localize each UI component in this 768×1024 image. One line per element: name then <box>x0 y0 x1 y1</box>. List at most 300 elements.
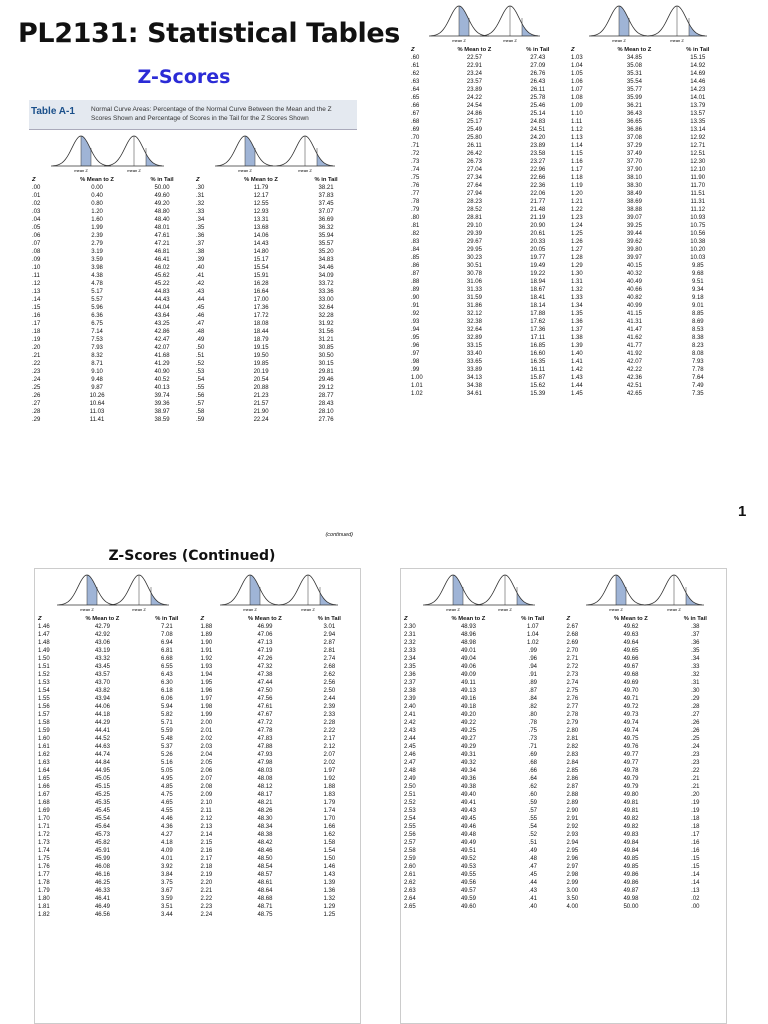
tail-cell: .55 <box>528 816 537 822</box>
mean-to-z-cell: 49.71 <box>623 696 639 702</box>
mean-to-z-cell: 13.68 <box>253 225 269 231</box>
tail-cell: 25.46 <box>530 103 546 109</box>
tail-cell: 9.51 <box>691 279 704 285</box>
tail-cell: 18.14 <box>530 303 546 309</box>
z-value-cell: .41 <box>195 273 205 279</box>
tail-cell: 2.28 <box>323 720 336 726</box>
mean-to-z-cell: 45.25 <box>94 792 110 798</box>
mean-to-z-cell: 36.21 <box>626 103 642 109</box>
tail-cell: 11.51 <box>690 191 706 197</box>
mean-to-z-cell: 49.81 <box>623 808 639 814</box>
z-value-cell: .21 <box>32 353 41 359</box>
z-value-cell: .23 <box>32 369 41 375</box>
mean-to-z-cell: 1.99 <box>91 225 103 231</box>
curve-label: mean Z <box>503 38 517 43</box>
tail-cell: 31.21 <box>318 337 334 343</box>
z-table-panel-1 <box>29 100 357 540</box>
mean-to-z-cell: 45.15 <box>94 784 110 790</box>
mean-to-z-cell: 43.70 <box>94 680 110 686</box>
tail-cell: 2.12 <box>323 744 336 750</box>
z-value-cell: 2.77 <box>566 704 579 710</box>
z-value-cell: 1.57 <box>38 712 50 718</box>
tail-cell: .23 <box>691 760 700 766</box>
mean-to-z-cell: 43.82 <box>94 688 110 694</box>
z-value-cell: .54 <box>195 377 205 383</box>
tail-cell: 47.21 <box>154 241 170 247</box>
z-value-cell: 2.68 <box>566 632 579 638</box>
curve-label: mean Z <box>74 168 88 173</box>
tail-cell: 1.25 <box>323 912 336 918</box>
mean-to-z-cell: 45.05 <box>94 776 110 782</box>
tail-cell: .38 <box>691 624 700 630</box>
mean-to-z-cell: 26.73 <box>466 159 482 165</box>
tail-cell: .69 <box>528 752 537 758</box>
tail-cell: 35.94 <box>318 233 334 239</box>
mean-to-z-cell: 41.92 <box>626 351 642 357</box>
tail-cell: 36.32 <box>318 225 334 231</box>
mean-to-z-cell: 19.15 <box>253 345 269 351</box>
z-value-cell: 2.76 <box>566 696 579 702</box>
mean-to-z-cell: 49.46 <box>460 824 476 830</box>
mean-to-z-cell: 47.13 <box>257 640 273 646</box>
mean-to-z-cell: 36.86 <box>626 127 642 133</box>
z-value-cell: 1.73 <box>38 840 50 846</box>
z-value-cell: 2.85 <box>566 768 579 774</box>
z-value-cell: 1.40 <box>570 351 583 357</box>
mean-to-z-cell: 19.85 <box>253 361 269 367</box>
z-value-cell: .15 <box>32 305 41 311</box>
z-value-cell: 2.58 <box>404 848 416 854</box>
mean-to-z-cell: 31.59 <box>466 295 482 301</box>
tail-cell: .41 <box>528 896 537 902</box>
normal-curve-mean-to-z-icon <box>586 569 646 613</box>
tail-cell: 19.77 <box>530 255 546 261</box>
tail-cell: 16.35 <box>530 359 546 365</box>
z-value-cell: 1.68 <box>38 800 50 806</box>
tail-cell: 1.29 <box>323 904 336 910</box>
curve-label: mean Z <box>498 607 512 612</box>
normal-curve-mean-to-z-icon <box>589 0 649 44</box>
mean-to-z-cell: 42.92 <box>94 632 110 638</box>
z-value-cell: 4.00 <box>566 904 579 910</box>
z-value-cell: 1.64 <box>38 768 50 774</box>
mean-to-z-cell: 49.87 <box>623 888 639 894</box>
z-value-cell: 1.50 <box>38 656 50 662</box>
tail-cell: .26 <box>691 728 700 734</box>
z-value-cell: 1.42 <box>570 367 583 373</box>
tail-cell: 10.56 <box>690 231 706 237</box>
tail-cell: .16 <box>691 840 700 846</box>
tail-cell: 1.58 <box>323 840 336 846</box>
tail-cell: 5.82 <box>160 712 173 718</box>
tail-cell: .15 <box>691 864 700 870</box>
tail-cell: 37.83 <box>318 193 334 199</box>
mean-to-z-cell: 40.82 <box>626 295 642 301</box>
z-value-cell: 1.58 <box>38 720 50 726</box>
tail-cell: 7.64 <box>691 375 704 381</box>
mean-to-z-cell: 49.77 <box>623 752 639 758</box>
tail-cell: 12.92 <box>690 135 706 141</box>
z-value-cell: 2.42 <box>404 720 416 726</box>
mean-to-z-cell: 49.74 <box>623 728 639 734</box>
z-value-cell: 1.20 <box>570 191 583 197</box>
tail-cell: 4.55 <box>160 808 173 814</box>
mean-to-z-cell: 41.15 <box>626 311 642 317</box>
z-value-cell: 1.04 <box>570 63 583 69</box>
z-value-cell: .74 <box>411 167 420 173</box>
mean-to-z-cell: 41.62 <box>626 335 642 341</box>
tail-cell: 1.92 <box>323 776 336 782</box>
mean-to-z-cell: 26.11 <box>467 143 482 149</box>
mean-to-z-cell: 49.40 <box>460 792 476 798</box>
tail-cell: 35.20 <box>318 249 334 255</box>
tail-cell: 39.74 <box>154 393 170 399</box>
mean-to-z-cell: 17.00 <box>253 297 269 303</box>
z-value-cell: .40 <box>195 265 205 271</box>
z-value-cell: 2.00 <box>200 720 213 726</box>
tail-cell: 24.20 <box>530 135 546 141</box>
tail-cell: 14.23 <box>690 87 706 93</box>
column-header: Z <box>411 47 415 53</box>
mean-to-z-cell: 49.63 <box>623 632 639 638</box>
mean-to-z-cell: 43.19 <box>94 648 110 654</box>
mean-to-z-cell: 43.57 <box>94 672 110 678</box>
mean-to-z-cell: 6.75 <box>91 321 103 327</box>
tail-cell: 9.85 <box>691 263 704 269</box>
mean-to-z-cell: 49.49 <box>460 840 476 846</box>
z-value-cell: .95 <box>411 335 420 341</box>
z-value-cell: .39 <box>195 257 205 263</box>
z-value-cell: 2.30 <box>404 624 416 630</box>
z-value-cell: 2.67 <box>566 624 579 630</box>
tail-cell: 32.64 <box>318 305 334 311</box>
normal-curve-mean-to-z-icon <box>423 569 483 613</box>
tail-cell: .51 <box>528 840 537 846</box>
tail-cell: 21.48 <box>530 207 546 213</box>
tail-cell: .48 <box>528 856 537 862</box>
z-value-cell: .27 <box>32 401 41 407</box>
mean-to-z-cell: 45.82 <box>94 840 110 846</box>
tail-cell: .68 <box>528 760 537 766</box>
z-value-cell: 1.09 <box>570 103 583 109</box>
z-value-cell: .10 <box>32 265 41 271</box>
z-value-cell: 2.54 <box>404 816 416 822</box>
mean-to-z-cell: 24.86 <box>466 111 482 117</box>
z-value-cell: .01 <box>32 193 41 199</box>
z-value-cell: 2.35 <box>404 664 416 670</box>
tail-cell: 5.48 <box>160 736 173 742</box>
tail-cell: 4.01 <box>160 856 173 862</box>
tail-cell: .52 <box>528 832 537 838</box>
tail-cell: 10.93 <box>690 215 706 221</box>
z-value-cell: .89 <box>411 287 420 293</box>
z-value-cell: .62 <box>411 71 420 77</box>
z-value-cell: .92 <box>411 311 420 317</box>
z-value-cell: .58 <box>195 409 205 415</box>
tail-cell: 5.59 <box>160 728 173 734</box>
tail-cell: 50.00 <box>154 185 170 191</box>
z-value-cell: .70 <box>411 135 420 141</box>
tail-cell: 2.07 <box>323 752 336 758</box>
column-header: % Mean to Z <box>85 616 120 622</box>
tail-cell: 43.64 <box>154 313 170 319</box>
mean-to-z-cell: 38.69 <box>626 199 642 205</box>
mean-to-z-cell: 49.69 <box>623 680 639 686</box>
curve-label: mean Z <box>298 168 312 173</box>
tail-cell: 1.66 <box>323 824 336 830</box>
z-value-cell: .29 <box>32 417 41 423</box>
mean-to-z-cell: 24.54 <box>466 103 482 109</box>
tail-cell: 3.75 <box>160 880 173 886</box>
tail-cell: 18.67 <box>530 287 546 293</box>
tail-cell: 46.02 <box>154 265 170 271</box>
tail-cell: .57 <box>528 808 537 814</box>
tail-cell: 28.77 <box>318 393 334 399</box>
mean-to-z-cell: 11.41 <box>89 417 105 423</box>
z-value-cell: 1.44 <box>570 383 583 389</box>
mean-to-z-cell: 47.26 <box>257 656 273 662</box>
mean-to-z-cell: 49.36 <box>460 776 476 782</box>
tail-cell: 37.45 <box>318 201 334 207</box>
mean-to-z-cell: 48.96 <box>460 632 476 638</box>
mean-to-z-cell: 33.15 <box>466 343 482 349</box>
tail-cell: .78 <box>528 720 537 726</box>
z-value-cell: .22 <box>32 361 41 367</box>
mean-to-z-cell: 48.64 <box>257 888 273 894</box>
z-value-cell: 2.52 <box>404 800 416 806</box>
z-value-cell: 1.92 <box>200 656 213 662</box>
z-value-cell: 2.22 <box>200 896 213 902</box>
z-value-cell: 2.11 <box>200 808 212 814</box>
tail-cell: 34.46 <box>318 265 334 271</box>
mean-to-z-cell: 28.81 <box>466 215 482 221</box>
mean-to-z-cell: 39.07 <box>626 215 642 221</box>
tail-cell: 45.62 <box>154 273 170 279</box>
z-value-cell: .94 <box>411 327 420 333</box>
mean-to-z-cell: 49.11 <box>461 680 476 686</box>
mean-to-z-cell: 49.52 <box>460 856 476 862</box>
mean-to-z-cell: 49.27 <box>460 736 476 742</box>
mean-to-z-cell: 49.79 <box>623 776 639 782</box>
z-value-cell: 2.65 <box>404 904 416 910</box>
z-value-cell: .97 <box>411 351 420 357</box>
mean-to-z-cell: 41.47 <box>626 327 642 333</box>
mean-to-z-cell: 47.72 <box>257 720 273 726</box>
tail-cell: 29.12 <box>318 385 334 391</box>
z-value-cell: .91 <box>411 303 420 309</box>
mean-to-z-cell: 14.06 <box>253 233 269 239</box>
mean-to-z-cell: 49.51 <box>460 848 476 854</box>
mean-to-z-cell: 1.60 <box>91 217 103 223</box>
tail-cell: 38.59 <box>154 417 170 423</box>
tail-cell: 2.87 <box>323 640 336 646</box>
mean-to-z-cell: 9.10 <box>91 369 103 375</box>
z-value-cell: 1.43 <box>570 375 583 381</box>
mean-to-z-cell: 48.38 <box>257 832 273 838</box>
curves-row <box>35 569 360 615</box>
tail-cell: .21 <box>691 784 700 790</box>
tail-cell: 7.93 <box>691 359 704 365</box>
mean-to-z-cell: 37.49 <box>626 151 642 157</box>
tail-cell: 48.01 <box>154 225 170 231</box>
mean-to-z-cell: 49.85 <box>623 856 639 862</box>
z-value-cell: .35 <box>195 225 205 231</box>
z-value-cell: 1.02 <box>411 391 423 397</box>
tail-cell: 1.02 <box>526 640 539 646</box>
column-header: % Mean to Z <box>248 616 282 622</box>
mean-to-z-cell: 22.24 <box>253 417 269 423</box>
tail-cell: .64 <box>528 776 537 782</box>
tail-cell: 10.75 <box>690 223 706 229</box>
tail-cell: 8.23 <box>691 343 704 349</box>
tail-cell: 25.78 <box>530 95 546 101</box>
mean-to-z-cell: 18.08 <box>253 321 269 327</box>
mean-to-z-cell: 21.57 <box>253 401 269 407</box>
z-value-cell: .13 <box>32 289 41 295</box>
z-table-grid <box>401 615 726 911</box>
z-value-cell: .25 <box>32 385 41 391</box>
mean-to-z-cell: 20.19 <box>253 369 269 375</box>
tail-cell: 13.14 <box>690 127 706 133</box>
tail-cell: .02 <box>691 896 700 902</box>
mean-to-z-cell: 47.61 <box>257 704 273 710</box>
mean-to-z-cell: 45.35 <box>94 800 110 806</box>
tail-cell: .96 <box>528 656 537 662</box>
mean-to-z-cell: 14.80 <box>253 249 269 255</box>
z-value-cell: 1.31 <box>570 279 583 285</box>
z-value-cell: 1.52 <box>38 672 50 678</box>
z-value-cell: .65 <box>411 95 420 101</box>
z-value-cell: .37 <box>195 241 205 247</box>
tail-cell: 39.36 <box>154 401 170 407</box>
z-value-cell: 1.97 <box>200 696 213 702</box>
mean-to-z-cell: 13.31 <box>253 217 269 223</box>
mean-to-z-cell: 44.63 <box>94 744 110 750</box>
z-value-cell: 1.01 <box>411 383 423 389</box>
mean-to-z-cell: 48.54 <box>257 864 273 870</box>
z-value-cell: 2.48 <box>404 768 416 774</box>
column-header: % in Tail <box>317 616 341 622</box>
page-number: 1 <box>738 503 747 520</box>
tail-cell: .26 <box>691 720 700 726</box>
tail-cell: 18.41 <box>530 295 546 301</box>
z-value-cell: 2.70 <box>566 648 579 654</box>
tail-cell: 3.67 <box>160 888 173 894</box>
mean-to-z-cell: 4.78 <box>91 281 103 287</box>
curve-label: mean Z <box>670 38 684 43</box>
mean-to-z-cell: 48.26 <box>257 808 273 814</box>
tail-cell: 3.92 <box>160 864 173 870</box>
column-header: Z <box>32 177 36 183</box>
mean-to-z-cell: 37.08 <box>626 135 642 141</box>
z-value-cell: .09 <box>32 257 41 263</box>
mean-to-z-cell: 2.79 <box>91 241 103 247</box>
z-value-cell: 1.30 <box>570 271 583 277</box>
mean-to-z-cell: 46.25 <box>94 880 110 886</box>
mean-to-z-cell: 16.28 <box>253 281 269 287</box>
z-value-cell: .18 <box>32 329 41 335</box>
continued-title: Z-Scores (Continued) <box>108 548 276 564</box>
z-value-cell: .63 <box>411 79 420 85</box>
mean-to-z-cell: 35.54 <box>626 79 642 85</box>
mean-to-z-cell: 48.08 <box>257 776 273 782</box>
tail-cell: 1.62 <box>323 832 336 838</box>
mean-to-z-cell: 49.16 <box>460 696 476 702</box>
z-value-cell: .88 <box>411 279 420 285</box>
mean-to-z-cell: 49.83 <box>623 832 639 838</box>
mean-to-z-cell: 49.86 <box>623 880 639 886</box>
tail-cell: .73 <box>528 736 537 742</box>
tail-cell: 11.70 <box>690 183 706 189</box>
mean-to-z-cell: 49.20 <box>460 712 476 718</box>
mean-to-z-cell: 47.19 <box>257 648 273 654</box>
tail-cell: .18 <box>691 824 700 830</box>
mean-to-z-cell: 33.40 <box>466 351 482 357</box>
mean-to-z-cell: 49.77 <box>623 760 639 766</box>
mean-to-z-cell: 46.33 <box>94 888 110 894</box>
z-value-cell: 1.66 <box>38 784 50 790</box>
mean-to-z-cell: 3.19 <box>91 249 103 255</box>
mean-to-z-cell: 49.70 <box>623 688 639 694</box>
tail-cell: .71 <box>528 744 537 750</box>
tail-cell: 37.07 <box>318 209 334 215</box>
continued-note: (continued) <box>325 532 353 538</box>
z-value-cell: 1.61 <box>38 744 50 750</box>
tail-cell: 28.43 <box>318 401 334 407</box>
z-value-cell: 1.08 <box>570 95 583 101</box>
tail-cell: 19.22 <box>530 271 546 277</box>
mean-to-z-cell: 9.48 <box>91 377 103 383</box>
z-value-cell: 1.11 <box>570 119 583 125</box>
tail-cell: 48.40 <box>154 217 170 223</box>
z-value-cell: 1.71 <box>38 824 50 830</box>
mean-to-z-cell: 27.04 <box>466 167 482 173</box>
z-value-cell: 1.06 <box>570 79 583 85</box>
tail-cell: 49.20 <box>154 201 170 207</box>
tail-cell: 26.76 <box>530 71 546 77</box>
tail-cell: 20.90 <box>530 223 546 229</box>
tail-cell: .14 <box>691 880 700 886</box>
z-value-cell: 1.16 <box>570 159 583 165</box>
tail-cell: 5.26 <box>160 752 173 758</box>
tail-cell: 12.30 <box>690 159 706 165</box>
mean-to-z-cell: 35.77 <box>626 87 642 93</box>
z-value-cell: 1.28 <box>570 255 583 261</box>
z-value-cell: .33 <box>195 209 205 215</box>
mean-to-z-cell: 49.68 <box>623 672 639 678</box>
mean-to-z-cell: 44.84 <box>94 760 110 766</box>
z-table-panel-2 <box>408 0 728 545</box>
z-value-cell: 2.07 <box>200 776 213 782</box>
mean-to-z-cell: 32.89 <box>466 335 482 341</box>
mean-to-z-cell: 37.90 <box>626 167 642 173</box>
z-value-cell: .78 <box>411 199 420 205</box>
tail-cell: 3.51 <box>160 904 173 910</box>
z-value-cell: .75 <box>411 175 420 181</box>
tail-cell: 8.85 <box>691 311 704 317</box>
z-value-cell: 2.47 <box>404 760 416 766</box>
z-value-cell: .38 <box>195 249 205 255</box>
tail-cell: 10.03 <box>690 255 706 261</box>
mean-to-z-cell: 25.17 <box>466 119 482 125</box>
tail-cell: 32.28 <box>318 313 334 319</box>
tail-cell: .87 <box>528 688 537 694</box>
tail-cell: .75 <box>528 728 537 734</box>
tail-cell: 9.68 <box>691 271 704 277</box>
mean-to-z-cell: 46.99 <box>257 624 273 630</box>
tail-cell: 6.30 <box>160 680 173 686</box>
z-value-cell: 2.43 <box>404 728 416 734</box>
